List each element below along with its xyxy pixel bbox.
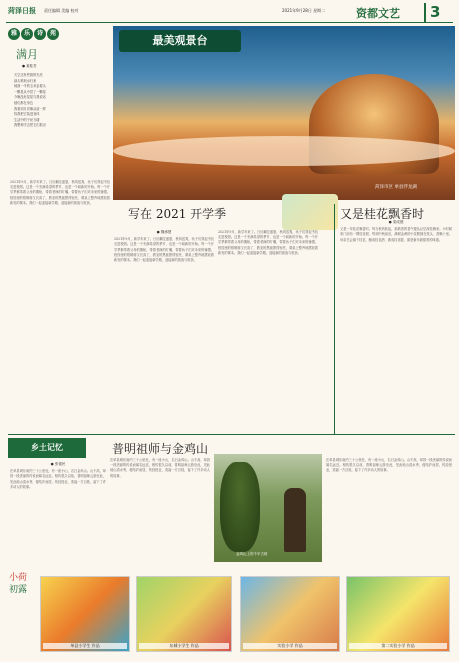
article-headline: 写在 2021 开学季 [128, 207, 227, 221]
cloud-layer [113, 136, 455, 166]
poem-line: 我看到月亮像从前一样 [14, 106, 46, 111]
article-column [10, 180, 110, 430]
photo-caption: 金鸡山上的千年古树 [236, 552, 268, 556]
kids-drawing [240, 576, 340, 652]
editor-meta: 责任编辑 美编 校对 [44, 8, 79, 13]
poem-line: 我想伸手去把它们抓出 [14, 123, 46, 128]
poem-body [14, 73, 110, 129]
poem-line: 生活中的干丝万缕 [14, 117, 40, 122]
section-divider [8, 434, 455, 435]
drawing-caption: 东城小学生 作品 [139, 643, 229, 649]
column-divider [334, 204, 335, 434]
poem-line: 一颗星从中冒了一颗星 [14, 89, 46, 94]
newspaper-logo: 菏泽日报 [8, 6, 36, 15]
issue-date: 2021年9月28日 星期二 [282, 8, 326, 13]
poem-line: 今晚没有星星与我说话 [14, 95, 46, 100]
article-byline: ● 梁成德 [388, 220, 404, 224]
article-text: 在单县城东南约三十公里处，有一座小山，名曰金鸡山。山不高，却因一段美丽的传说而闻名远近。相传很久以前，普明祖师云游至此，见此地山清水秀，便结庐而居，传经授业，造福一方百姓，留下了许多动人的故事。 [10, 469, 106, 489]
drawing-caption: 第二实验小学 作品 [349, 643, 447, 649]
kids-title-a: 小荷 [8, 573, 27, 583]
tag-char: 诗 [34, 28, 46, 40]
tag-char: 雅 [8, 28, 20, 40]
feature-photo [113, 26, 455, 200]
article-text: 2021年9月，新学年来了。日历翻过盛夏，秋风送爽，孩子们背起书包走进校园。这是一个充满希望的季节，也是一个崭新的开始。每一个开学季都带着父母的期盼，带着老师的叮嘱，带着孩子们对未来的憧憬。校园里的梧桐树又长高了，教室的黑板擦得锃亮，课桌上整齐地摆放着新发的课本。我们一起迎接新学期，迎接新的挑战与收获。 [114, 237, 214, 263]
section-title: 资都文艺 [356, 7, 400, 20]
article-text: 2021年9月，新学年来了。日历翻过盛夏，秋风送爽，孩子们背起书包走进校园。这是一个充满希望的季节，也是一个崭新的开始。每一个开学季都带着父母的期盼，带着老师的叮嘱，带着孩子们对未来的憧憬。校园里的梧桐树又长高了，教室的黑板擦得锃亮，课桌上整齐地摆放着新发的课本。我们一起迎接新学期，迎接新的挑战与收获。 [10, 180, 110, 205]
poem-line: 绿头鸭划水归来 [14, 78, 37, 83]
poem-line: 待我把它装进身体 [14, 112, 40, 117]
poem-line: 天空还有些微的光亮 [14, 73, 43, 77]
masthead [6, 3, 453, 23]
article-headline: 普明祖师与金鸡山 [112, 442, 209, 456]
article-byline: ● 张德民 [50, 462, 66, 466]
headline-illustration [282, 194, 338, 230]
kids-drawing [136, 576, 232, 652]
feature-photo [214, 454, 322, 562]
drawing-caption: 实验小学 作品 [243, 643, 337, 649]
tag-char: 苑 [47, 28, 59, 40]
photo-caption: 菏泽市区 单县浮龙湖 [375, 185, 417, 190]
article-column [326, 458, 452, 570]
kids-drawing [346, 576, 450, 652]
poem-section-tag [8, 28, 110, 40]
tag-char: 乐 [21, 28, 33, 40]
page-number: 3 [424, 3, 453, 22]
article-column [10, 462, 106, 570]
article-column [114, 230, 214, 430]
person-shape [284, 488, 306, 552]
article-text: 在单县城东南约三十公里处，有一座小山，名曰金鸡山。山不高，却因一段美丽的传说而闻名远近。相传很久以前，普明祖师云游至此，见此地山清水秀，便结庐而居，传经授业，造福一方百姓，留下了许多动人的故事。 [110, 458, 210, 478]
poem-title: 满月 [16, 48, 38, 61]
article-column [340, 220, 452, 432]
article-column [218, 230, 318, 430]
kids-section-tag [4, 572, 32, 656]
tree-shape [220, 462, 260, 552]
section-tag: 乡土记忆 [8, 438, 86, 458]
article-text: 在单县城东南约三十公里处，有一座小山，名曰金鸡山。山不高，却因一段美丽的传说而闻名远近。相传很久以前，普明祖师云游至此，见此地山清水秀，便结庐而居，传经授业，造福一方百姓，留下了许多动人的故事。 [326, 458, 452, 473]
poem-line: 地面一半的玉米歪着头 [14, 84, 46, 89]
kids-drawing [40, 576, 130, 652]
article-column [110, 458, 210, 570]
drawing-caption: 单县小学生 作品 [43, 643, 127, 649]
article-byline: ● 魏承慧 [156, 230, 172, 234]
kids-title-b: 初露 [8, 585, 27, 595]
poem-author: ● 姜桂芳 [22, 64, 37, 68]
photo-banner: 最美观景台 [119, 30, 241, 52]
article-headline: 又是桂花飘香时 [340, 207, 425, 221]
article-text: 2021年9月，新学年来了。日历翻过盛夏，秋风送爽，孩子们背起书包走进校园。这是一个充满希望的季节，也是一个崭新的开始。每一个开学季都带着父母的期盼，带着老师的叮嘱，带着孩子们对未来的憧憬。校园里的梧桐树又长高了，教室的黑板擦得锃亮，课桌上整齐地摆放着新发的课本。我们一起迎接新学期，迎接新的挑战与收获。 [218, 230, 318, 255]
poem-column [8, 28, 110, 174]
article-text: 又是一年桂花飘香时。每当秋风吹起，那熟悉的香气便从记忆深处飘来。小时候家门前有一棵桂花树，每到中秋前后，满树金黄的小花簇拥在枝头，香飘十里。母亲总会摘下桂花，酿成桂花酒、做成桂花糕，那是童年最甜美的味道。 [340, 227, 452, 242]
poem-line: 她们都在身边 [14, 100, 34, 105]
